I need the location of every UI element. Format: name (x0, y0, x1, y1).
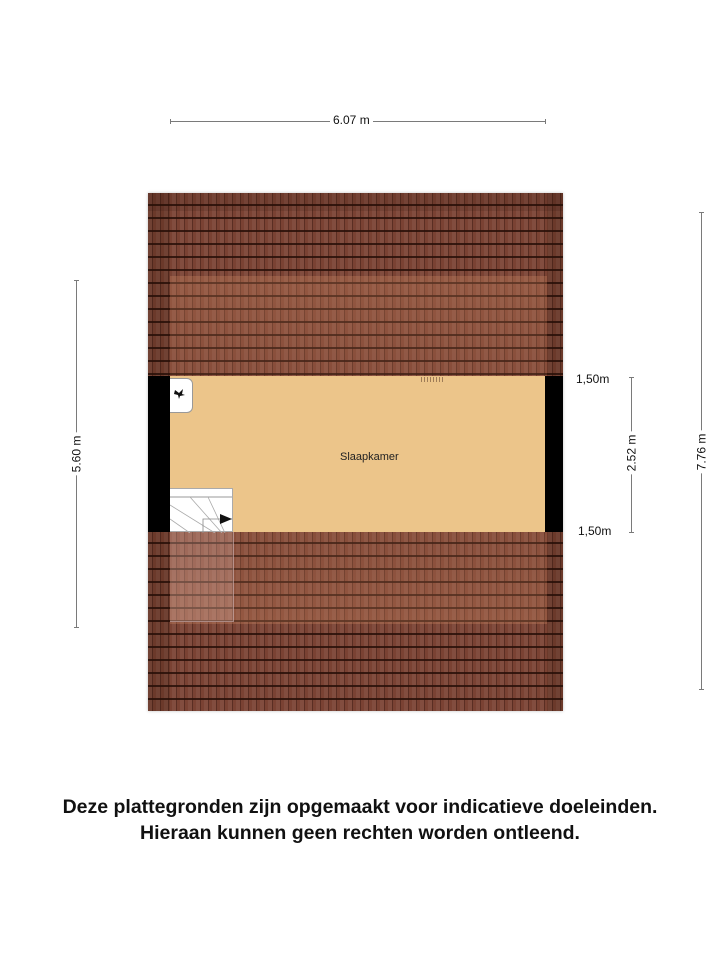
arrow-right-icon (220, 514, 232, 524)
knee-wall-top-label: 1,50m (576, 372, 610, 386)
dimension-tick (629, 532, 634, 533)
dimension-tick (74, 280, 79, 281)
dimension-tick (74, 627, 79, 628)
wall-right (545, 376, 563, 532)
heater-symbol-icon (173, 387, 187, 401)
dimension-tick (545, 119, 546, 124)
room-label: Slaapkamer (340, 451, 399, 463)
top-width-label: 6.07 m (330, 113, 373, 127)
stairs-lines (170, 489, 233, 533)
right-inner-height-label: 2.52 m (624, 432, 638, 475)
stairs-opening (170, 532, 234, 622)
wall-left (148, 376, 170, 532)
dimension-tick (699, 689, 704, 690)
vent-icon (421, 377, 443, 382)
heater-icon (170, 378, 193, 413)
dimension-tick (699, 212, 704, 213)
roof-slope-top (170, 276, 547, 376)
disclaimer-line-2: Hieraan kunnen geen rechten worden ontleend. (140, 822, 580, 844)
knee-wall-bottom-label: 1,50m (578, 524, 612, 538)
right-total-height-label: 7.76 m (694, 431, 708, 474)
stairs-icon (170, 488, 233, 532)
left-height-label: 5.60 m (69, 433, 83, 476)
dimension-tick (170, 119, 171, 124)
disclaimer-line-1: Deze plattegronden zijn opgemaakt voor indicatieve doeleinden. (62, 796, 658, 818)
roof-ridge (148, 193, 563, 211)
dimension-tick (629, 377, 634, 378)
